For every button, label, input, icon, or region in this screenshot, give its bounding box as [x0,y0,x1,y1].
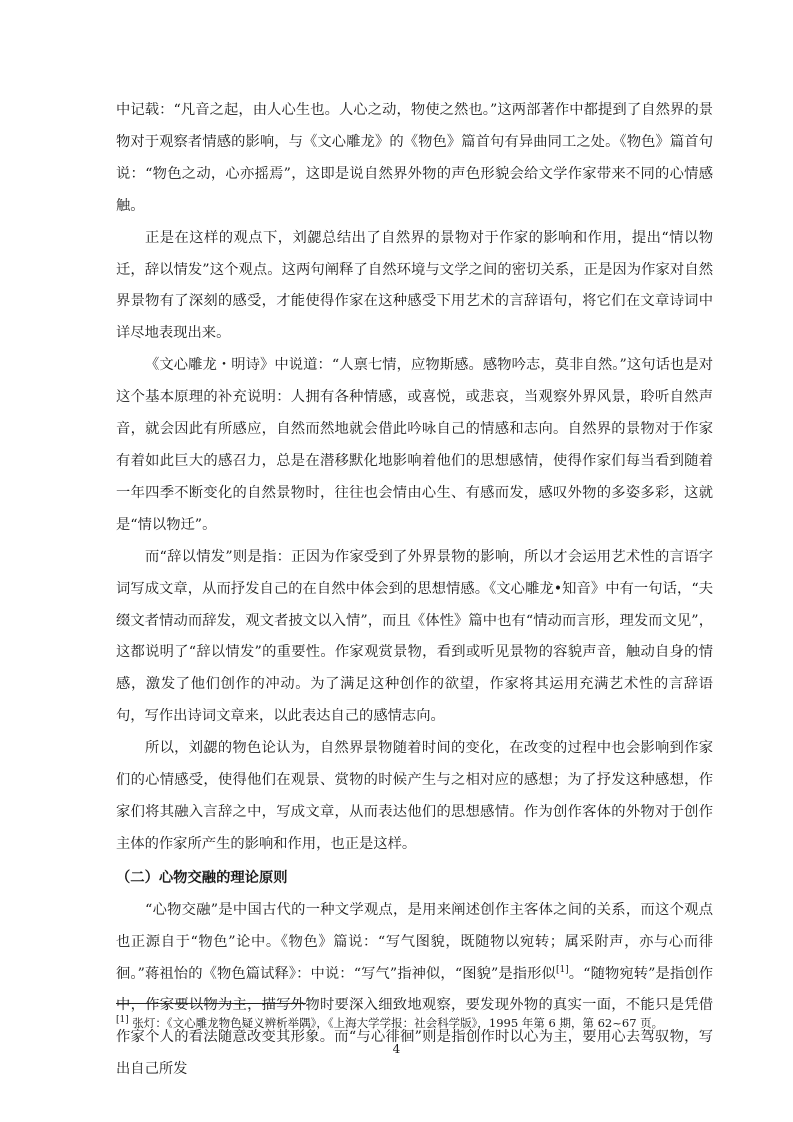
paragraph-continued: 中记载：“凡音之起，由人心生也。人心之动，物使之然也。”这两部著作中都提到了自然界的景物对于观察者情感的影响，与《文心雕龙》的《物色》篇首句有异曲同工之处。《物色》篇首句说：“物色之动，心亦摇焉”，这即是说自然界外物的声色形貌会给文学作家带来不同的心情感触。 [116,102,713,214]
paragraph: 而“辞以情发”则是指：正因为作家受到了外界景物的影响，所以才会运用艺术性的言语字词写成文章，从而抒发自己的在自然中体会到的思想情感。《文心雕龙•知音》中有一句话，“夫缀文者情动而辞发，观文者披文以入情”，而且《体性》篇中也有“情动而言形，理发而文见”，这都说明了“辞以情发”的重要性。作家观赏景物，看到或听见景物的容貌声音，触动自身的情感，激发了他们创作的冲动。为了满足这种创作的欲望，作家将其运用充满艺术性的言辞语句，写作出诗词文章来，以此表达自己的感情志向。 [116,548,713,725]
section-heading: （二）心物交融的理论原则 [116,869,288,886]
paragraph: 正是在这样的观点下，刘勰总结出了自然界的景物对于作家的影响和作用，提出“情以物迁，辞以情发”这个观点。这两句阐释了自然环境与文学之间的密切关系，正是因为作家对自然界景物有了深刻的感受，才能使得作家在这种感受下用艺术的言辞语句，将它们在文章诗词中详尽地表现出来。 [116,229,713,342]
body-text [116,95,713,1086]
footnote [116,1014,716,1032]
paragraph: 所以，刘勰的物色论认为，自然界景物随着时间的变化，在改变的过程中也会影响到作家们的心情感受，使得他们在观景、赏物的时候产生与之相对应的感想；为了抒发这种感想，作家们将其融入言辞之中，写成文章，从而表达他们的思想感情。作为创作客体的外物对于创作主体的作家所产生的影响和作用，也正是这样。 [116,740,713,852]
page-number: 4 [392,1042,401,1056]
footnote-divider [116,1003,306,1004]
paragraph-with-citation [116,895,713,1086]
footnote-text: 张灯：《文心雕龙物色疑义辨析举隅》，《上海大学学报：社会科学版》，1995 年第 6 期，第 62~67 页。 [128,1016,664,1030]
paragraph: 《文心雕龙・明诗》中说道：“人禀七情，应物斯感。感物吟志，莫非自然。”这句话也是对这个基本原理的补充说明：人拥有各种情感，或喜悦，或悲哀，当观察外界风景，聆听自然声音，就会因此有所感应，自然而然地就会借此吟咏自己的情感和志向。自然界的景物对于作家有着如此巨大的感召力，总是在潜移默化地影响着他们的思想感情，使得作家们每当看到随着一年四季不断变化的自然景物时，往往也会情由心生、有感而发，感叹外物的多姿多彩，这就是“情以物迁”。 [116,357,713,533]
paragraph-text: “心物交融”是中国古代的一种文学观点，是用来阐述创作主客体之间的关系，而这个观点也正源自于“物色”论中。《物色》篇说：“写气图貌，既随物以宛转；属采附声，亦与心而徘徊。”蒋祖怡的《物色篇试释》：中说：“写气”指神似，“图貌”是指形似 [116,901,713,982]
paragraph-text: 。“随物宛转”是指创作中，作家要以物为主，描写外物时要深入细致地观察，要发现外物的真实一面，不能只是凭借作家个人的看法随意改变其形象。而“与心徘徊”则是指创作时以心为主，要用心去驾驭物，写出自己所发 [116,965,713,1078]
citation-marker[interactable]: [1] [555,964,569,975]
footnote-marker: [1] [116,1015,129,1026]
